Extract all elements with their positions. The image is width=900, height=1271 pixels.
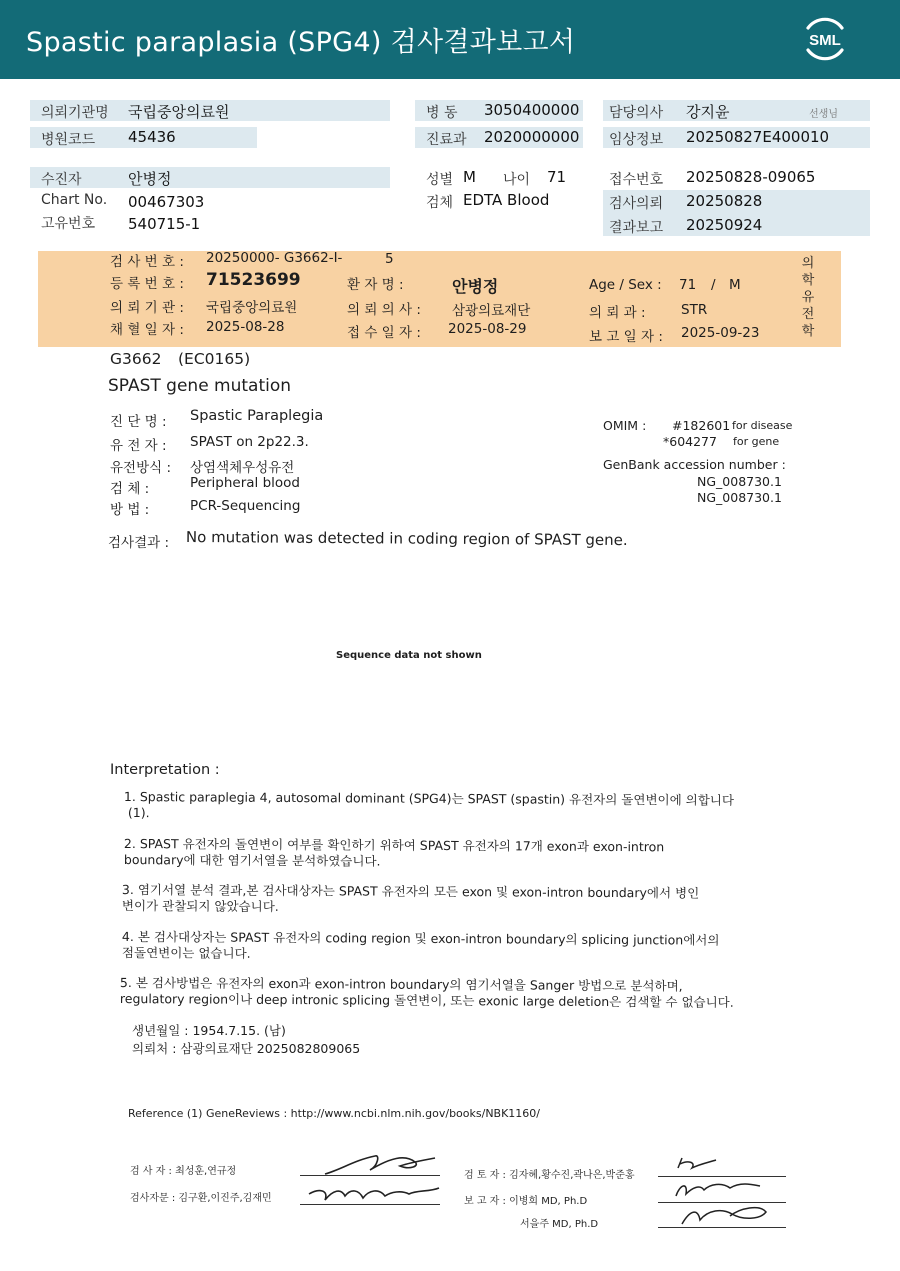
report-title: Spastic paraplasia (SPG4) 검사결과보고서 — [26, 27, 576, 58]
requester: 의뢰처 : 삼광의료재단 2025082809065 — [132, 1041, 361, 1056]
scan-sex-sep: / — [711, 277, 716, 293]
scan-reg-no-value: 71523699 — [206, 270, 301, 290]
reporter-2: 서을주 MD, Ph.D — [520, 1219, 599, 1230]
interp-item-1b: (1). — [127, 805, 150, 821]
department-label: 진료과 — [426, 132, 467, 148]
scan-rep-label: 보 고 일 자 : — [589, 329, 663, 345]
specimen-scan-label: 검 체 : — [110, 481, 150, 497]
institution-label: 의뢰기관명 — [41, 105, 109, 121]
ward-value: 3050400000 — [484, 101, 580, 119]
sequence-note: Sequence data not shown — [336, 650, 482, 661]
interp-item-2b: boundary에 대한 염기서열을 분석하였습니다. — [123, 852, 381, 869]
diagnosis-label: 진 단 명 : — [110, 414, 167, 430]
omim-gene-id: *604277 — [663, 434, 717, 449]
doctor-suffix: 선생님 — [809, 109, 838, 120]
diagnosis-value: Spastic Paraplegia — [190, 408, 324, 424]
scan-recv-label: 접 수 일 자 : — [347, 325, 421, 341]
institution-value: 국립중앙의료원 — [128, 103, 230, 121]
report-date-value: 20250924 — [686, 216, 763, 234]
scan-recv-value: 2025-08-29 — [448, 321, 527, 337]
tester-assist-signature-icon — [305, 1182, 445, 1210]
scan-test-no-value: 20250000- G3662-I- — [206, 250, 343, 266]
specimen-label: 검체 — [426, 195, 454, 211]
unique-no-value: 540715-1 — [128, 215, 201, 233]
hospital-code-value: 45436 — [128, 128, 176, 146]
reference: Reference (1) GeneReviews : http://www.ncbi.nlm.nih.gov/books/NBK1160/ — [128, 1107, 541, 1120]
specimen-value: EDTA Blood — [463, 191, 550, 209]
genbank-id-1: NG_008730.1 — [697, 474, 782, 489]
scan-test-no-label: 검 사 번 호 : — [110, 254, 184, 270]
test-name: SPAST gene mutation — [108, 376, 292, 396]
scan-reg-no-label: 등 록 번 호 : — [110, 276, 184, 292]
reviewer: 검 토 자 : 김자혜,황수진,곽나은,박준홍 — [464, 1170, 635, 1181]
result-label: 검사결과 : — [108, 535, 170, 551]
request-date-label: 검사의뢰 — [609, 196, 664, 212]
omim-disease-id: #182601 — [672, 418, 731, 433]
scan-side-text: 의학유전학 — [801, 256, 815, 339]
clinical-label: 임상정보 — [609, 132, 664, 148]
department-value: 2020000000 — [484, 128, 580, 146]
interp-item-3: 3. 염기서열 분석 결과,본 검사대상자는 SPAST 유전자의 모든 exon 및 exon-intron boundary에서 병인 — [121, 882, 700, 901]
unique-no-label: 고유번호 — [41, 216, 96, 232]
interp-item-4b: 점돌연변이는 없습니다. — [121, 945, 251, 961]
tester-signature-icon — [320, 1148, 440, 1180]
scan-rep-value: 2025-09-23 — [681, 325, 760, 341]
scan-inst-value: 국립중앙의료원 — [206, 300, 298, 316]
receipt-value: 20250828-09065 — [686, 168, 816, 186]
method-label: 방 법 : — [110, 502, 150, 518]
scan-draw-value: 2025-08-28 — [206, 319, 285, 335]
scan-draw-label: 채 혈 일 자 : — [110, 322, 184, 338]
interp-item-3b: 변이가 관찰되지 않았습니다. — [121, 898, 279, 914]
report-header — [0, 0, 900, 79]
age-value: 71 — [547, 168, 567, 186]
scan-req-doc-label: 의 뢰 의 사 : — [347, 302, 421, 318]
sex-label: 성별 — [426, 172, 454, 188]
omim-gene-note: for gene — [733, 435, 780, 448]
chart-value: 00467303 — [128, 193, 205, 211]
sml-logo-icon — [800, 14, 850, 64]
gene-value: SPAST on 2p22.3. — [190, 434, 309, 450]
reviewer-signature-icon — [670, 1154, 780, 1230]
sex-value: M — [463, 168, 476, 186]
request-date-value: 20250828 — [686, 192, 763, 210]
genbank-label: GenBank accession number : — [603, 457, 786, 472]
omim-label: OMIM : — [603, 418, 647, 433]
scan-inst-label: 의 뢰 기 관 : — [110, 300, 184, 316]
tester: 검 사 자 : 최성훈,연규정 — [130, 1166, 237, 1177]
reporter: 보 고 자 : 이병희 MD, Ph.D — [464, 1196, 588, 1207]
test-code-paren: (EC0165) — [178, 350, 251, 368]
inheritance-label: 유전방식 : — [110, 460, 172, 476]
scan-req-dept-value: STR — [681, 302, 708, 318]
scan-age-sex-label: Age / Sex : — [589, 277, 662, 293]
report-date-label: 결과보고 — [609, 220, 664, 236]
specimen-scan-value: Peripheral blood — [190, 475, 300, 491]
patient-value: 안병정 — [128, 170, 172, 188]
scan-patient-value: 안병정 — [452, 277, 499, 296]
interp-item-4: 4. 본 검사대상자는 SPAST 유전자의 coding region 및 exon-intron boundary의 splicing junction에서의 — [121, 929, 720, 948]
scan-test-no-suffix: 5 — [385, 251, 394, 267]
interpretation-title: Interpretation : — [110, 762, 220, 778]
age-label: 나이 — [503, 172, 531, 188]
scan-patient-label: 환 자 명 : — [347, 277, 404, 293]
test-code: G3662 — [110, 350, 162, 368]
ward-label: 병 동 — [426, 105, 458, 121]
date-of-birth: 생년월일 : 1954.7.15. (남) — [132, 1023, 286, 1038]
clinical-value: 20250827E400010 — [686, 128, 830, 146]
interp-item-5b: regulatory region이나 deep intronic splicing 돌연변이, 또는 exonic large deletion은 검색할 수 없습니다. — [119, 991, 734, 1010]
scan-age-value: 71 — [679, 277, 697, 293]
patient-bar — [30, 167, 390, 188]
method-value: PCR-Sequencing — [190, 498, 301, 514]
interp-item-1: 1. Spastic paraplegia 4, autosomal dominant (SPG4)는 SPAST (spastin) 유전자의 돌연변이에 의합니다 — [123, 789, 735, 808]
inheritance-value: 상염색체우성유전 — [190, 460, 295, 476]
interp-item-5: 5. 본 검사방법은 유전자의 exon과 exon-intron boundary의 염기서열을 Sanger 방법으로 분석하며, — [119, 975, 683, 994]
doctor-label: 담당의사 — [609, 105, 664, 121]
interp-item-2: 2. SPAST 유전자의 돌연변이 여부를 확인하기 위하여 SPAST 유전자의 17개 exon과 exon-intron — [123, 836, 665, 855]
genbank-id-2: NG_008730.1 — [697, 490, 782, 505]
gene-label: 유 전 자 : — [110, 438, 167, 454]
scan-sex-value: M — [729, 277, 741, 293]
doctor-value: 강지윤 — [686, 103, 730, 121]
scan-req-dept-label: 의 뢰 과 : — [589, 305, 646, 321]
chart-label: Chart No. — [41, 192, 108, 208]
tester-assist: 검사자문 : 김구환,이진주,김재민 — [130, 1193, 272, 1204]
omim-disease-note: for disease — [732, 419, 793, 432]
scan-req-doc-value: 삼광의료재단 — [452, 303, 531, 319]
hospital-code-label: 병원코드 — [41, 132, 96, 148]
logo-text: SML — [809, 32, 841, 49]
patient-label: 수진자 — [41, 172, 82, 188]
result-value: No mutation was detected in coding region of SPAST gene. — [185, 528, 628, 550]
receipt-label: 접수번호 — [609, 172, 664, 188]
